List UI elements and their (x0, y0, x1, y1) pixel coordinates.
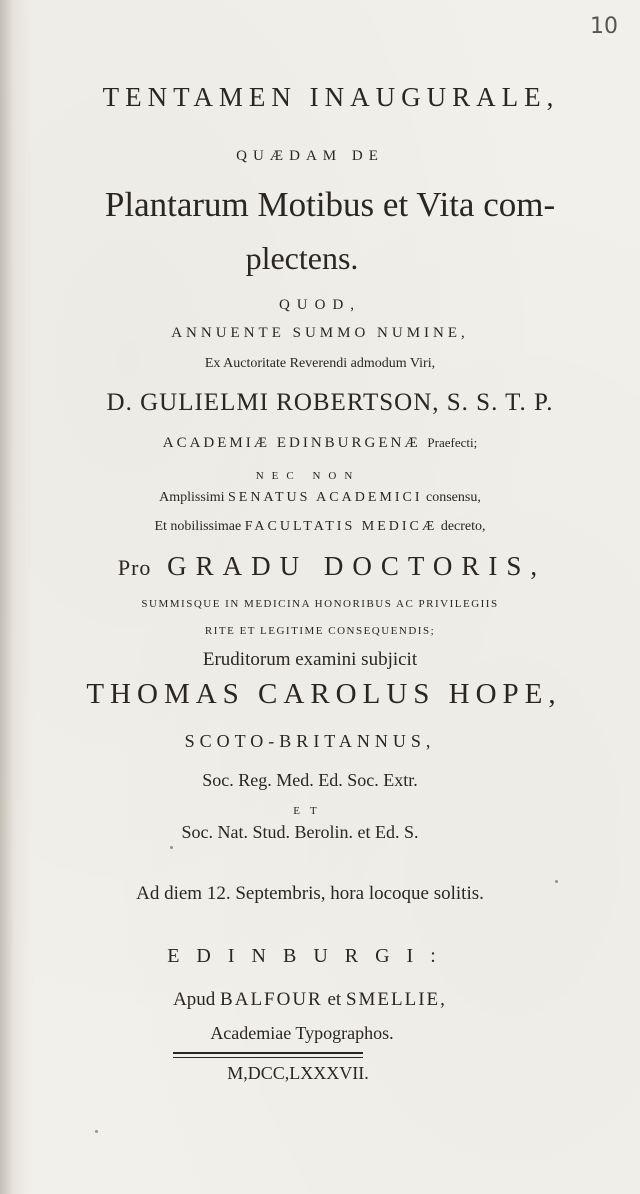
author-name: THOMAS CAROLUS HOPE, (86, 678, 562, 710)
ink-speck (170, 846, 173, 849)
academiae-caps: ACADEMIÆ EDINBURGENÆ (162, 435, 421, 451)
thesis-subtitle: QUÆDAM DE (236, 148, 384, 164)
author-nationality: SCOTO-BRITANNUS, (184, 731, 436, 751)
imprint-year: M,DCC,LXXXVII. (227, 1063, 369, 1083)
ink-speck (95, 1130, 98, 1133)
gradu-pro: Pro (117, 555, 152, 580)
thesis-title: TENTAMEN INAUGURALE, (102, 82, 560, 112)
academiae-tail: Praefecti; (427, 435, 478, 450)
page-edge-shadow (0, 0, 34, 1194)
imprint-city: EDINBURGI: (167, 945, 453, 967)
senatus-caps: SENATUS ACADEMICI (228, 490, 423, 505)
subject-line-1: Plantarum Motibus et Vita com- (104, 185, 556, 224)
quod-line: QUOD, (278, 297, 362, 313)
academiae-line (0, 435, 640, 452)
facultatis-caps: FACULTATIS MEDICÆ (244, 519, 438, 534)
facultatis-tail: decreto, (440, 519, 486, 534)
summisque-line: SUMMISQUE IN MEDICINA HONORIBUS AC PRIVILEGIIS (141, 598, 499, 610)
eruditorum-line: Eruditorum examini subjicit (202, 649, 418, 670)
facultatis-prefix: Et nobilissimae (154, 519, 242, 534)
typographos-line: Academiae Typographos. (210, 1023, 394, 1043)
rite-line: RITE ET LEGITIME CONSEQUENDIS; (204, 625, 436, 637)
subject-line-2: plectens. (245, 240, 359, 276)
senatus-line (0, 490, 640, 506)
society-line-1: Soc. Reg. Med. Ed. Soc. Extr. (202, 770, 418, 790)
apud-prefix: Apud (173, 989, 216, 1010)
et-line: ET (293, 805, 327, 817)
printer-smellie: SMELLIE, (345, 989, 447, 1010)
senatus-tail: consensu, (426, 490, 481, 505)
facultatis-line (0, 519, 640, 535)
page-number: 10 (590, 14, 618, 39)
annuente-line: ANNUENTE SUMMO NUMINE, (171, 325, 469, 341)
gradu-rest: GRADU DOCTORIS, (167, 551, 547, 581)
imprint-printers (0, 989, 630, 1011)
apud-et: et (327, 989, 342, 1010)
society-line-2: Soc. Nat. Stud. Berolin. et Ed. S. (181, 822, 419, 842)
necnon-line: NEC NON (255, 470, 361, 482)
gradu-line (12, 551, 640, 582)
double-rule-divider (173, 1052, 363, 1058)
printer-balfour: BALFOUR (220, 989, 323, 1010)
date-line: Ad diem 12. Septembris, hora locoque solitis. (136, 883, 484, 904)
auctoritate-line: Ex Auctoritate Reverendi admodum Viri, (204, 356, 436, 371)
senatus-prefix: Amplissimi (159, 490, 225, 505)
principal-name: D. GULIELMI ROBERTSON, S. S. T. P. (106, 389, 554, 416)
ink-speck (555, 880, 558, 883)
